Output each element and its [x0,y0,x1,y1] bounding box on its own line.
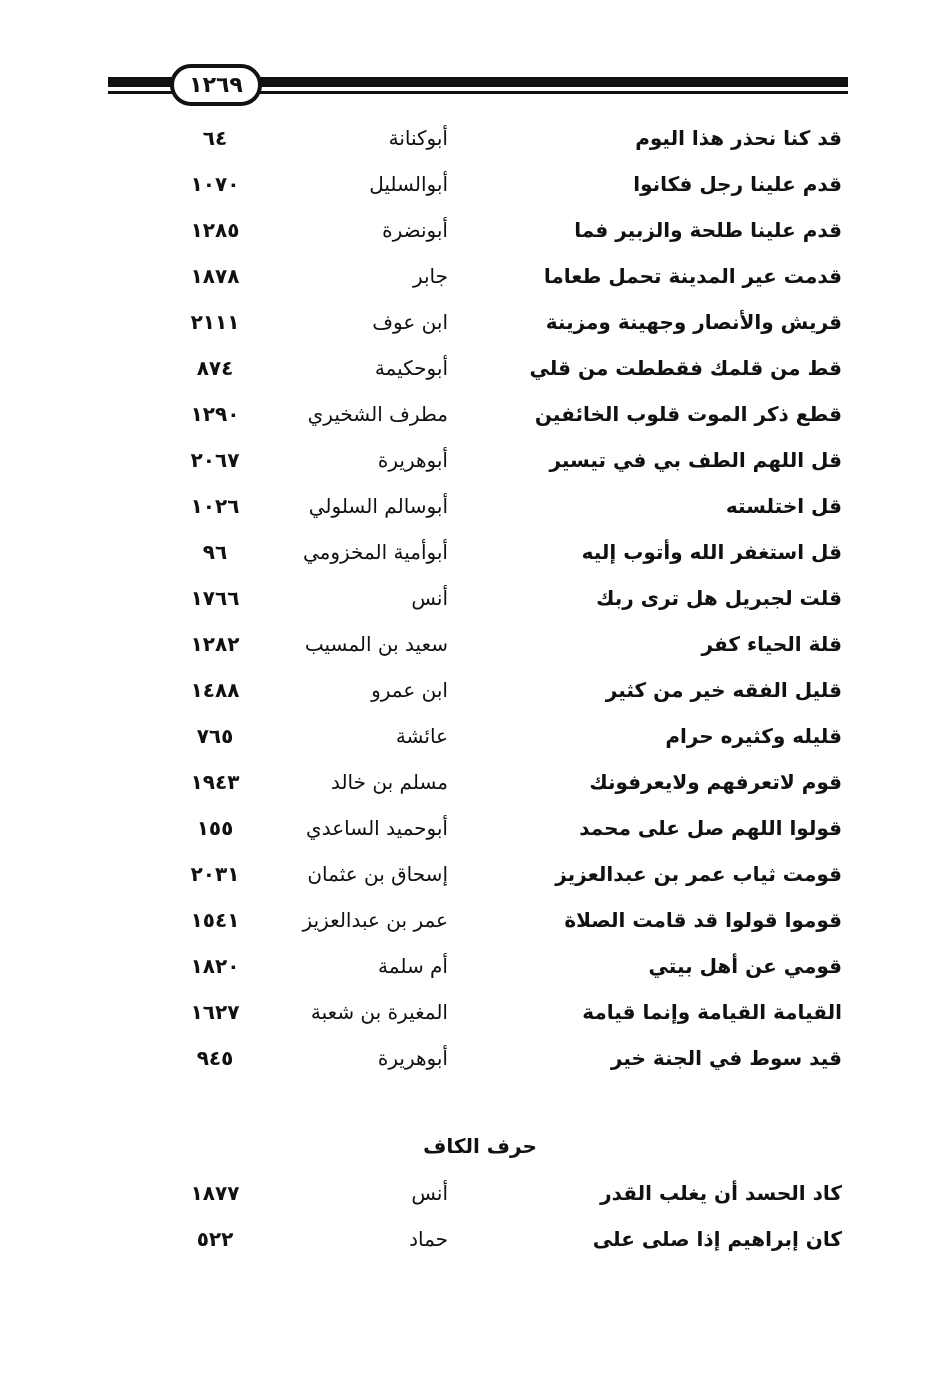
hadith-text: قومت ثياب عمر بن عبدالعزيز [555,862,842,886]
hadith-text: قل استغفر الله وأتوب إليه [581,540,842,564]
narrator-name: أبوأمية المخزومي [302,540,448,564]
hadith-text: قد كنا نحذر هذا اليوم [635,126,842,150]
narrator-name: عائشة [395,724,448,748]
hadith-text: قيد سوط في الجنة خير [610,1046,842,1070]
narrator-name: أبوهريرة [377,448,448,472]
narrator-name: أنس [411,586,448,610]
hadith-text: قوموا قولوا قد قامت الصلاة [564,908,842,932]
narrator-name: أبوهريرة [377,1046,448,1070]
index-row [150,716,850,762]
narrator-name: المغيرة بن شعبة [310,1000,448,1024]
index-row [150,486,850,532]
hadith-text: قليله وكثيره حرام [665,724,842,748]
hadith-text: كان إبراهيم إذا صلى على [592,1227,842,1251]
narrator-name: أم سلمة [378,954,448,978]
hadith-text: القيامة القيامة وإنما قيامة [582,1000,842,1024]
hadith-text: قوم لاتعرفهم ولايعرفونك [589,770,842,794]
narrator-name: أبوكنانة [388,126,448,150]
hadith-number: ١٨٧٨ [190,264,240,288]
hadith-number: ٢١١١ [190,310,240,334]
hadith-number: ٢٠٣١ [190,862,240,886]
hadith-number: ٩٤٥ [196,1046,234,1070]
hadith-number: ١٤٨٨ [190,678,240,702]
index-row [150,624,850,670]
index-row [150,256,850,302]
hadith-number: ١٠٧٠ [190,172,240,196]
hadith-text: قومي عن أهل بيتي [648,954,842,978]
hadith-text: قولوا اللهم صل على محمد [579,816,842,840]
index-row [150,394,850,440]
hadith-number: ١٥٥ [196,816,234,840]
index-row [150,440,850,486]
hadith-number: ٢٠٦٧ [190,448,240,472]
hadith-number: ١٢٨٢ [190,632,240,656]
index-row [150,348,850,394]
hadith-text: قدم علينا رجل فكانوا [633,172,842,196]
index-row [150,808,850,854]
hadith-number: ١٧٦٦ [190,586,240,610]
index-row [150,210,850,256]
hadith-number: ٨٧٤ [196,356,234,380]
hadith-number: ٩٦ [202,540,228,564]
narrator-name: سعيد بن المسيب [304,632,448,656]
hadith-number: ١٨٧٧ [190,1181,240,1205]
hadith-text: قريش والأنصار وجهينة ومزينة [545,310,842,334]
hadith-number: ١٠٢٦ [190,494,240,518]
hadith-number: ١٥٤١ [190,908,240,932]
hadith-text: كاد الحسد أن يغلب القدر [600,1181,842,1205]
index-row [150,992,850,1038]
index-row [150,854,850,900]
hadith-number: ٦٤ [202,126,228,150]
index-row [150,302,850,348]
hadith-number: ١٢٨٥ [190,218,240,242]
index-row [150,1038,850,1084]
index-row [150,118,850,164]
page-number: ١٢٦٩ [170,64,262,106]
narrator-name: مطرف الشخيري [307,402,448,426]
section-entries [150,1173,850,1265]
narrator-name: حماد [409,1227,448,1251]
hadith-text: قل اللهم الطف بي في تيسير [549,448,842,472]
index-row [150,762,850,808]
hadith-number: ١٦٢٧ [190,1000,240,1024]
narrator-name: أبوالسليل [369,172,448,196]
hadith-text: قدمت عير المدينة تحمل طعاما [543,264,842,288]
hadith-text: قل اختلسته [725,494,842,518]
narrator-name: مسلم بن خالد [330,770,448,794]
hadith-text: قلت لجبريل هل ترى ربك [596,586,842,610]
narrator-name: ابن عوف [372,310,448,334]
hadith-text: قلة الحياء كفر [701,632,842,656]
index-row [150,1219,850,1265]
hadith-number: ٥٢٢ [196,1227,234,1251]
index-row [150,578,850,624]
narrator-name: أنس [411,1181,448,1205]
narrator-name: أبوحكيمة [374,356,448,380]
index-row [150,532,850,578]
narrator-name: جابر [412,264,448,288]
hadith-number: ١٩٤٣ [190,770,240,794]
hadith-text: قط من قلمك فقططت من قلي [529,356,842,380]
section-heading: حرف الكاف [423,1134,537,1158]
index-row [150,670,850,716]
page-header [108,62,848,112]
hadith-text: قطع ذكر الموت قلوب الخائفين [534,402,842,426]
narrator-name: أبوحميد الساعدي [306,816,448,840]
index-row [150,900,850,946]
index-row [150,1173,850,1219]
narrator-name: أبونضرة [382,218,448,242]
hadith-text: قليل الفقه خير من كثير [605,678,842,702]
narrator-name: إسحاق بن عثمان [307,862,448,886]
hadith-number: ١٨٢٠ [190,954,240,978]
narrator-name: عمر بن عبدالعزيز [302,908,448,932]
hadith-number: ٧٦٥ [196,724,234,748]
hadith-text: قدم علينا طلحة والزبير فما [574,218,842,242]
index-row [150,946,850,992]
index-row [150,164,850,210]
index-entries [150,118,850,1084]
narrator-name: ابن عمرو [371,678,448,702]
hadith-number: ١٢٩٠ [190,402,240,426]
narrator-name: أبوسالم السلولي [308,494,448,518]
